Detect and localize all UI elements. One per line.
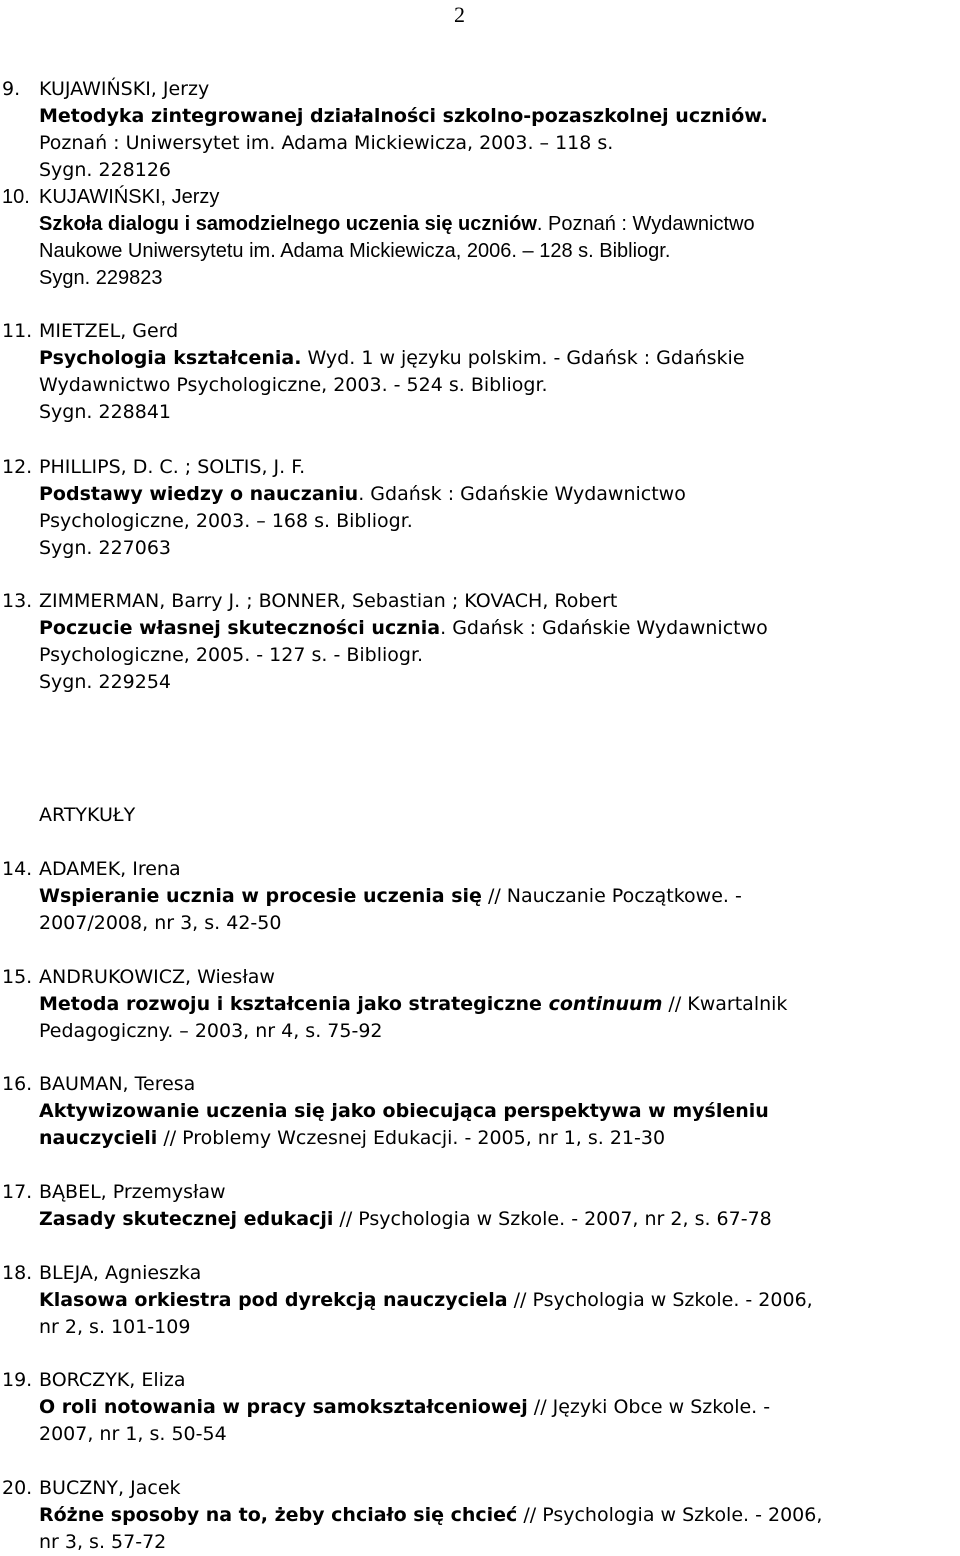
entry-issue: 2007, nr 1, s. 50-54	[39, 1423, 227, 1445]
entry-author: ANDRUKOWICZ, Wiesław	[39, 966, 275, 988]
entry-publication: Poznań : Uniwersytet im. Adama Mickiewicza, 2003. – 118 s.	[39, 132, 614, 154]
entry-publication: Wydawnictwo Psychologiczne, 2003. - 524 s. Bibliogr.	[39, 374, 548, 396]
entry-title: Różne sposoby na to, żeby chciało się chcieć	[39, 1504, 518, 1526]
article-entry	[0, 1071, 958, 1152]
entry-title-continued: nauczycieli	[39, 1127, 158, 1149]
article-entry	[0, 1367, 958, 1448]
entry-publisher: . Gdańsk : Gdańskie Wydawnictwo	[440, 617, 768, 639]
entry-issue: nr 3, s. 57-72	[39, 1531, 167, 1553]
entry-publication: Psychologiczne, 2005. - 127 s. - Bibliogr.	[39, 644, 424, 666]
entry-source: // Problemy Wczesnej Edukacji. - 2005, nr 1, s. 21-30	[157, 1127, 666, 1149]
entry-title: Aktywizowanie uczenia się jako obiecująca perspektywa w myśleniu	[39, 1100, 769, 1122]
entry-title: Zasady skutecznej edukacji	[39, 1208, 334, 1230]
entry-author: BUCZNY, Jacek	[39, 1477, 181, 1499]
entry-issue: 2007/2008, nr 3, s. 42-50	[39, 912, 282, 934]
entry-number: 16.	[2, 1073, 33, 1095]
entry-number: 20.	[2, 1477, 33, 1499]
entry-call-number: Sygn. 229823	[39, 267, 163, 289]
entry-title: Metodyka zintegrowanej działalności szkolno-pozaszkolnej uczniów.	[39, 105, 768, 127]
entry-source: // Kwartalnik	[662, 993, 788, 1015]
section-heading: ARTYKUŁY	[39, 804, 136, 826]
entry-issue: nr 2, s. 101-109	[39, 1316, 191, 1338]
entry-title: Psychologia kształcenia.	[39, 347, 302, 369]
entry-call-number: Sygn. 229254	[39, 671, 172, 693]
article-entry	[0, 1260, 958, 1341]
entry-author: KUJAWIŃSKI, Jerzy	[39, 186, 220, 208]
entry-title-italic: continuum	[548, 993, 663, 1015]
entry-number: 18.	[2, 1262, 33, 1284]
entry-author: BAUMAN, Teresa	[39, 1073, 196, 1095]
bibliography-entry	[0, 76, 958, 184]
entry-number: 10.	[2, 186, 30, 208]
bibliography-entry	[0, 318, 958, 426]
entry-issue: Pedagogiczny. – 2003, nr 4, s. 75-92	[39, 1020, 383, 1042]
page-number: 2	[454, 2, 465, 27]
article-entry	[0, 1179, 958, 1233]
entry-author: ADAMEK, Irena	[39, 858, 181, 880]
entry-author: BLEJA, Agnieszka	[39, 1262, 202, 1284]
entry-publication: Psychologiczne, 2003. – 168 s. Bibliogr.	[39, 510, 413, 532]
article-entry	[0, 1475, 958, 1556]
entry-number: 11.	[2, 320, 33, 342]
article-entry	[0, 856, 958, 937]
article-entry	[0, 964, 958, 1045]
entry-author: MIETZEL, Gerd	[39, 320, 179, 342]
entry-title: Metoda rozwoju i kształcenia jako strategiczne	[39, 993, 549, 1015]
entry-title: O roli notowania w pracy samokształceniowej	[39, 1396, 528, 1418]
entry-title: Klasowa orkiestra pod dyrekcją nauczyciela	[39, 1289, 508, 1311]
entry-publication: Naukowe Uniwersytetu im. Adama Mickiewicza, 2006. – 128 s. Bibliogr.	[39, 240, 671, 262]
entry-number: 15.	[2, 966, 33, 988]
entry-number: 12.	[2, 456, 33, 478]
entry-number: 13.	[2, 590, 33, 612]
entry-source: // Psychologia w Szkole. - 2007, nr 2, s. 67-78	[333, 1208, 772, 1230]
entry-source: // Psychologia w Szkole. - 2006,	[507, 1289, 813, 1311]
entry-number: 17.	[2, 1181, 33, 1203]
entry-publisher: . Gdańsk : Gdańskie Wydawnictwo	[358, 483, 686, 505]
entry-publisher: . Poznań : Wydawnictwo	[536, 213, 755, 235]
entry-author: PHILLIPS, D. C. ; SOLTIS, J. F.	[39, 456, 306, 478]
entry-number: 14.	[2, 858, 33, 880]
entry-call-number: Sygn. 227063	[39, 537, 172, 559]
entry-call-number: Sygn. 228841	[39, 401, 172, 423]
entry-publisher: Wyd. 1 w języku polskim. - Gdańsk : Gdańskie	[301, 347, 745, 369]
entry-author: BORCZYK, Eliza	[39, 1369, 186, 1391]
entry-source: // Języki Obce w Szkole. -	[527, 1396, 771, 1418]
entry-title: Poczucie własnej skuteczności ucznia	[39, 617, 441, 639]
entry-number: 19.	[2, 1369, 33, 1391]
entry-author: ZIMMERMAN, Barry J. ; BONNER, Sebastian ; KOVACH, Robert	[39, 590, 618, 612]
entry-source: // Nauczanie Początkowe. -	[481, 885, 742, 907]
entry-title: Szkoła dialogu i samodzielnego uczenia się uczniów	[39, 213, 537, 235]
bibliography-entry	[0, 454, 958, 562]
entry-title: Podstawy wiedzy o nauczaniu	[39, 483, 359, 505]
bibliography-entry	[0, 588, 958, 696]
entry-title: Wspieranie ucznia w procesie uczenia się	[39, 885, 482, 907]
entry-number: 9.	[2, 78, 21, 100]
entry-author: KUJAWIŃSKI, Jerzy	[39, 78, 210, 100]
entry-author: BĄBEL, Przemysław	[39, 1181, 226, 1203]
entry-source: // Psychologia w Szkole. - 2006,	[517, 1504, 823, 1526]
bibliography-entry	[0, 184, 958, 292]
entry-call-number: Sygn. 228126	[39, 159, 172, 181]
